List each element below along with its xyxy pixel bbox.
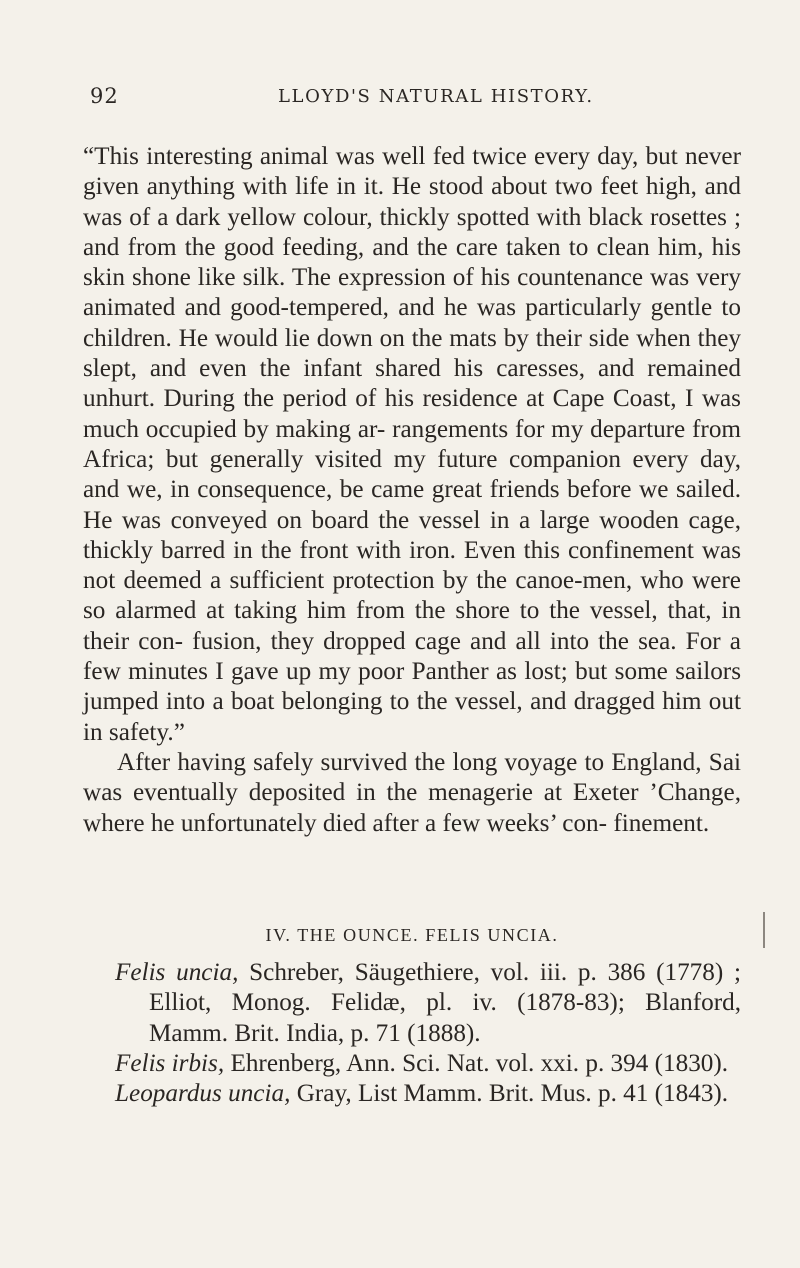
taxon-name: Leopardus uncia,	[115, 1080, 291, 1108]
margin-mark	[763, 912, 765, 948]
body-text	[83, 142, 741, 839]
synonymy-entry	[115, 1079, 741, 1109]
synonymy-entry	[115, 1049, 741, 1079]
taxon-citation: Ehrenberg, Ann. Sci. Nat. vol. xxi. p. 394 (1830).	[230, 1049, 729, 1077]
synonymy-list	[115, 958, 741, 1109]
paragraph-sai: After having safely survived the long voyage to England, Sai was eventually deposited in the menagerie at Exeter ’Change, where he unfortunately died after a few weeks’ con- finement.	[83, 748, 741, 837]
paragraph-quote: “This interesting animal was well fed twice every day, but never given anything with life in it. He stood about two feet high, and was of a dark yellow colour, thickly spotted with black rosettes ; and from the good feeding, and the care taken to clean him, his skin shone like silk. The expression of his countenance was very animated and good-tempered, and he was particularly gentle to children. He would lie down on the mats by their side when they slept, and even the infant shared his caresses, and remained unhurt. During the period of his residence at Cape Coast, I was much occupied by making ar- rangements for my departure from Africa; but generally visited my future companion every day, and we, in consequence, be came great friends before we sailed. He was conveyed on board the vessel in a large wooden cage, thickly barred in the front with iron. Even this confinement was not deemed a sufficient protection by the canoe-men, who were so alarmed at taking him from the shore to the vessel, that, in their con- fusion, they dropped cage and all into the sea. For a few minutes I gave up my poor Panther as lost; but some sailors jumped into a boat belonging to the vessel, and dragged him out in safety.”	[83, 143, 741, 746]
page-number: 92	[90, 84, 119, 108]
taxon-citation: Gray, List Mamm. Brit. Mus. p. 41 (1843).	[296, 1080, 729, 1108]
page-header	[90, 84, 740, 114]
running-head: LLOYD'S NATURAL HISTORY.	[278, 86, 594, 107]
section-heading: IV. THE OUNCE. FELIS UNCIA.	[265, 925, 559, 945]
taxon-citation: Schreber, Säugethiere, vol. iii. p. 386 (1778) ; Elliot, Monog. Felidæ, pl. iv. (1878-83); Blanford, Mamm. Brit. India, p. 71 (1888).	[149, 959, 742, 1047]
taxon-name: Felis irbis,	[115, 1049, 225, 1077]
synonymy-entry	[115, 958, 741, 1049]
taxon-name: Felis uncia,	[115, 959, 239, 986]
